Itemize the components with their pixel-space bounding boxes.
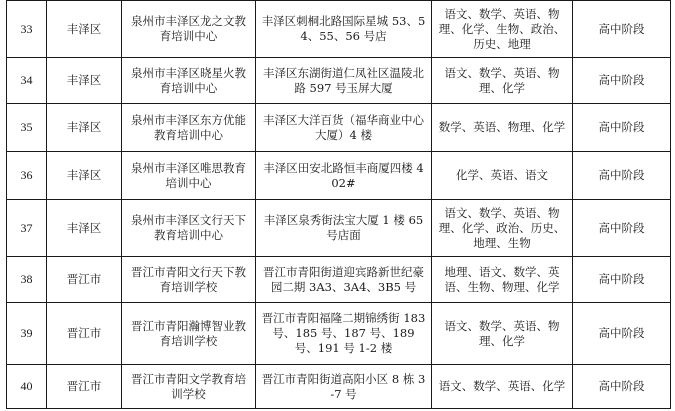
district-cell: 丰泽区 [47,58,122,104]
district-cell: 丰泽区 [47,104,122,152]
institution-name-cell: 泉州市丰泽区晓星火教育培训中心 [122,58,256,104]
institution-name-cell: 泉州市丰泽区东方优能教育培训中心 [122,104,256,152]
address-cell: 丰泽区田安北路恒丰商厦四楼 402# [256,152,432,200]
subjects-cell: 语文、数学、英语、物理、化学 [432,58,573,104]
subjects-cell: 语文、数学、英语、物理、化学、政治、历史、地理、生物 [432,200,573,257]
institution-name-cell: 晋江市青阳文学教育培训学校 [122,365,256,409]
institution-name-cell: 泉州市丰泽区唯思教育培训中心 [122,152,256,200]
level-cell: 高中阶段 [573,58,671,104]
level-cell: 高中阶段 [573,104,671,152]
institution-name-cell: 泉州市丰泽区龙之文教育培训中心 [122,1,256,58]
address-cell: 丰泽区东湖街道仁凤社区温陵北路 597 号玉屏大厦 [256,58,432,104]
subjects-cell: 语文、数学、英语、物理、化学、生物、政治、历史、地理 [432,1,573,58]
table-row [7,104,671,152]
address-cell: 丰泽区泉秀街法宝大厦 1 楼 65 号店面 [256,200,432,257]
institution-name-cell: 晋江市青阳文行天下教育培训学校 [122,257,256,303]
table-row [7,58,671,104]
district-cell: 丰泽区 [47,1,122,58]
address-cell: 晋江市青阳福隆二期锦绣街 183 号、185 号、187 号、189 号、191 号 1-2 楼 [256,303,432,365]
subjects-cell: 数学、英语、物理、化学 [432,104,573,152]
district-cell: 丰泽区 [47,152,122,200]
subjects-cell: 化学、英语、语文 [432,152,573,200]
institution-name-cell: 泉州市丰泽区文行天下教育培训中心 [122,200,256,257]
level-cell: 高中阶段 [573,200,671,257]
row-number: 40 [7,365,47,409]
level-cell: 高中阶段 [573,303,671,365]
subjects-cell: 语文、数学、英语、化学 [432,365,573,409]
row-number: 37 [7,200,47,257]
subjects-cell: 语文、数学、英语、物理、化学 [432,303,573,365]
table-row [7,303,671,365]
institution-table-wrapper [6,0,670,409]
level-cell: 高中阶段 [573,152,671,200]
table-row [7,257,671,303]
subjects-cell: 地理、语文、数学、英语、生物、物理、化学 [432,257,573,303]
district-cell: 晋江市 [47,257,122,303]
row-number: 35 [7,104,47,152]
table-row [7,152,671,200]
institution-table [6,0,671,409]
institution-name-cell: 晋江市青阳瀚博智业教育培训学校 [122,303,256,365]
row-number: 33 [7,1,47,58]
district-cell: 晋江市 [47,365,122,409]
district-cell: 丰泽区 [47,200,122,257]
row-number: 38 [7,257,47,303]
level-cell: 高中阶段 [573,1,671,58]
address-cell: 晋江市青阳街道迎宾路新世纪豪园二期 3A3、3A4、3B5 号 [256,257,432,303]
address-cell: 丰泽区大洋百货（福华商业中心大厦）4 楼 [256,104,432,152]
level-cell: 高中阶段 [573,257,671,303]
address-cell: 丰泽区刺桐北路国际星城 53、54、55、56 号店 [256,1,432,58]
table-row [7,200,671,257]
table-row [7,1,671,58]
row-number: 39 [7,303,47,365]
address-cell: 晋江市青阳街道高阳小区 8 栋 3-7 号 [256,365,432,409]
row-number: 36 [7,152,47,200]
district-cell: 晋江市 [47,303,122,365]
row-number: 34 [7,58,47,104]
table-row [7,365,671,409]
level-cell: 高中阶段 [573,365,671,409]
